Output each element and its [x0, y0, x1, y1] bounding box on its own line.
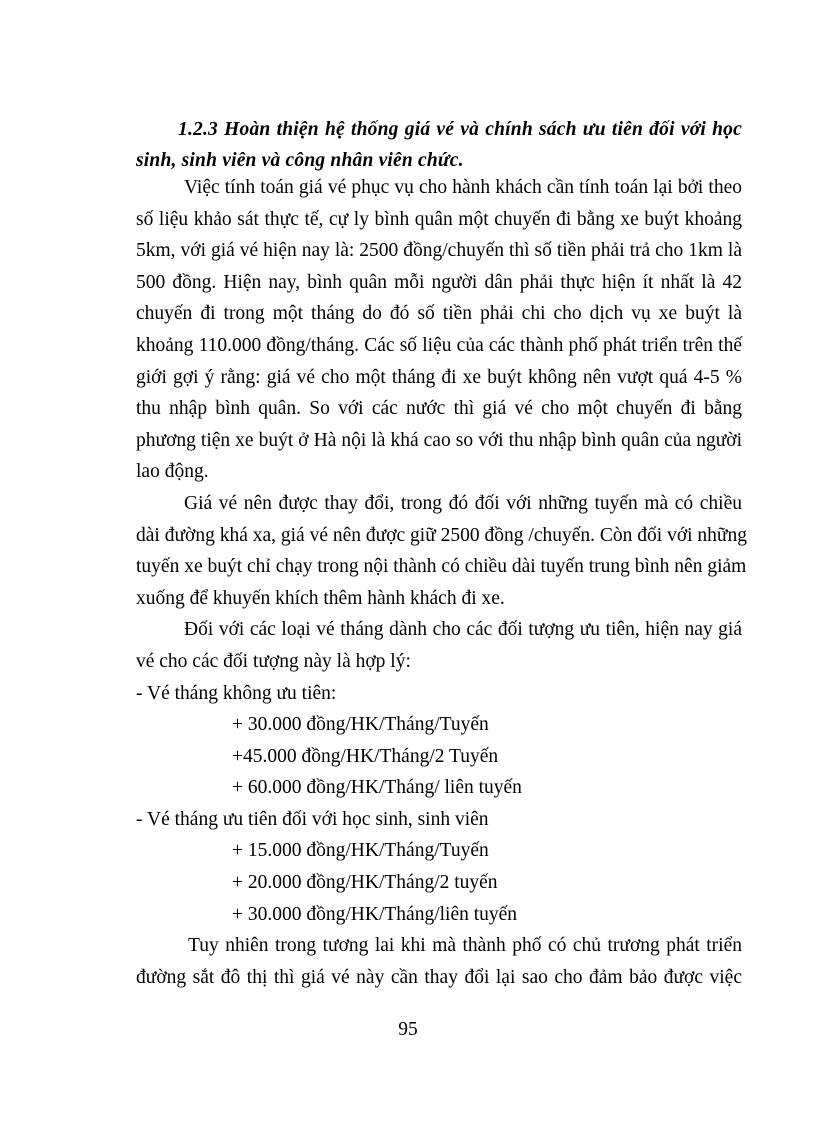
section-heading-line-1: 1.2.3 Hoàn thiện hệ thống giá vé và chính sách ưu tiên đối với học — [178, 119, 742, 140]
list-item: + 20.000 đồng/HK/Tháng/2 tuyến — [232, 872, 498, 894]
section-heading-line-2: sinh, sinh viên và công nhân viên chức. — [136, 150, 464, 171]
body-text — [136, 172, 747, 993]
paragraph-line: đường sắt đô thị thì giá vé này cần thay đổi lại sao cho đảm bảo được việc — [136, 966, 742, 988]
paragraph-line: 5km, với giá vé hiện nay là: 2500 đồng/chuyến thì số tiền phải trả cho 1km là — [136, 240, 742, 262]
list-item: +45.000 đồng/HK/Tháng/2 Tuyến — [232, 745, 499, 767]
list-title: - Vé tháng không ưu tiên: — [136, 682, 337, 704]
list-item: + 15.000 đồng/HK/Tháng/Tuyến — [232, 840, 489, 862]
list-title: - Vé tháng ưu tiên đối với học sinh, sinh viên — [136, 808, 489, 830]
paragraph-line: giới gợi ý rằng: giá vé cho một tháng đi xe buýt không nên vượt quá 4-5 % — [136, 366, 742, 388]
paragraph-monthly-tickets — [136, 614, 742, 677]
paragraph-line: xuống để khuyến khích thêm hành khách đi xe. — [136, 587, 505, 609]
paragraph-line: lao động. — [136, 461, 209, 483]
paragraph-line: tuyến xe buýt chỉ chạy trong nội thành có chiều dài tuyến trung bình nên giảm — [136, 556, 747, 578]
paragraph-line: Việc tính toán giá vé phục vụ cho hành khách cần tính toán lại bởi theo — [184, 177, 742, 198]
paragraph-line: chuyến đi trong một tháng do đó số tiền phải chi cho dịch vụ xe buýt là — [136, 303, 742, 325]
paragraph-line: phương tiện xe buýt ở Hà nội là khá cao so với thu nhập bình quân của người — [136, 429, 742, 451]
page-number: 95 — [398, 1019, 418, 1040]
section-heading — [136, 114, 742, 176]
paragraph-line: Giá vé nên được thay đổi, trong đó đối với những tuyến mà có chiều — [184, 492, 742, 514]
list-priority-tickets — [136, 804, 742, 930]
paragraph-line: 500 đồng. Hiện nay, bình quân mỗi người dân phải thực hiện ít nhất là 42 — [136, 271, 742, 293]
paragraph-line: khoảng 110.000 đồng/tháng. Các số liệu của các thành phố phát triển trên thế — [136, 334, 742, 356]
paragraph-line: dài đường khá xa, giá vé nên được giữ 2500 đồng /chuyến. Còn đối với những — [136, 524, 747, 546]
list-non-priority-tickets — [136, 678, 742, 804]
paragraph-line: Tuy nhiên trong tương lai khi mà thành phố có chủ trương phát triển — [188, 935, 742, 957]
paragraph-ticket-price-calculation — [136, 172, 742, 488]
paragraph-line: vé cho các đối tượng này là hợp lý: — [136, 650, 411, 672]
paragraph-line: thu nhập bình quân. So với các nước thì giá vé cho một chuyến đi bằng — [136, 398, 742, 420]
list-item: + 60.000 đồng/HK/Tháng/ liên tuyến — [232, 777, 522, 799]
paragraph-line: Đối với các loại vé tháng dành cho các đối tượng ưu tiên, hiện nay giá — [184, 619, 742, 641]
paragraph-price-change — [136, 488, 747, 614]
paragraph-future-rail — [136, 930, 742, 993]
list-item: + 30.000 đồng/HK/Tháng/Tuyến — [232, 714, 489, 736]
paragraph-line: số liệu khảo sát thực tế, cự ly bình quân một chuyến đi bằng xe buýt khoảng — [136, 208, 742, 230]
list-item: + 30.000 đồng/HK/Tháng/liên tuyến — [232, 903, 518, 925]
